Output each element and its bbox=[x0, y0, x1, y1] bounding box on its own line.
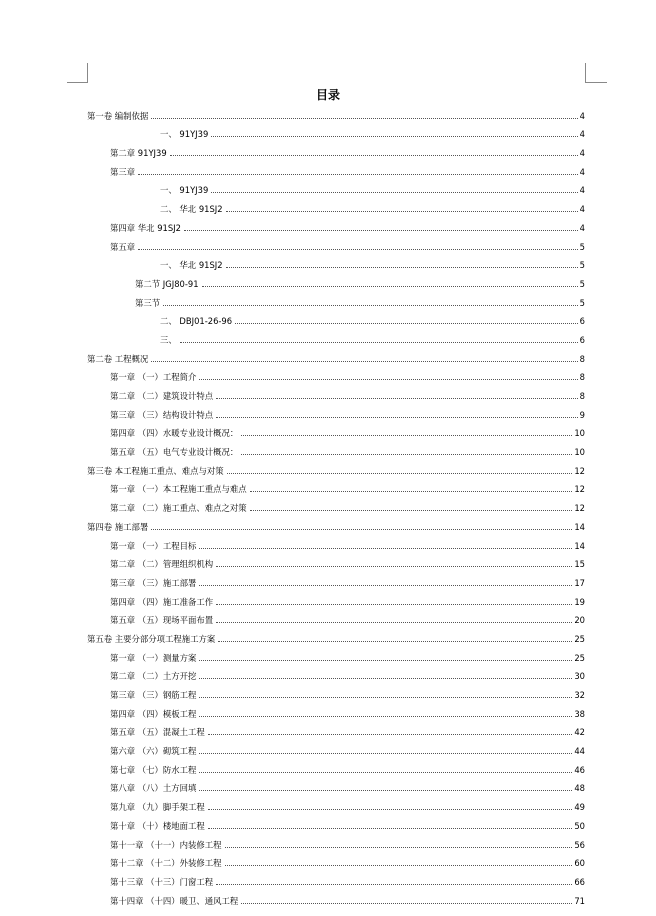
toc-entry-label: 第一章 （一）本工程施工重点与难点 bbox=[110, 484, 247, 495]
toc-entry-label: 第三卷 本工程施工重点、难点与对策 bbox=[87, 465, 224, 476]
dot-leader bbox=[241, 435, 572, 436]
toc-entry-label: 第十一章 （十一）内装修工程 bbox=[110, 839, 222, 850]
toc-entry-page-number: 17 bbox=[574, 577, 585, 588]
toc-entry-page-number: 10 bbox=[574, 447, 585, 458]
toc-entry[interactable] bbox=[0, 607, 585, 626]
dot-leader bbox=[208, 734, 573, 735]
toc-entry[interactable] bbox=[0, 158, 585, 177]
dot-leader bbox=[216, 566, 572, 567]
toc-entry-label: 一、 91YJ39 bbox=[160, 185, 209, 196]
toc-entry-label: 第五章 （五）现场平面布置 bbox=[110, 615, 214, 626]
toc-entry-page-number: 20 bbox=[574, 615, 585, 626]
dot-leader bbox=[250, 510, 573, 511]
toc-entry-label: 第三章 （三）施工部署 bbox=[110, 577, 197, 588]
toc-entry-page-number: 19 bbox=[574, 596, 585, 607]
dot-leader bbox=[199, 716, 572, 717]
toc-entry-page-number: 56 bbox=[574, 839, 585, 850]
dot-leader bbox=[199, 660, 572, 661]
toc-entry[interactable] bbox=[0, 476, 585, 495]
toc-entry-page-number: 9 bbox=[579, 409, 585, 420]
toc-entry-page-number: 5 bbox=[579, 278, 585, 289]
toc-entry-label: 第一章 （一）工程目标 bbox=[110, 540, 197, 551]
toc-entry-page-number: 42 bbox=[574, 727, 585, 738]
toc-entry-label: 第二章 （二）土方开挖 bbox=[110, 671, 197, 682]
toc-entry[interactable] bbox=[0, 812, 585, 831]
dot-leader bbox=[211, 136, 577, 137]
toc-entry[interactable] bbox=[0, 420, 585, 439]
toc-entry-page-number: 14 bbox=[574, 540, 585, 551]
toc-entry-label: 第三章 （三）钢筋工程 bbox=[110, 690, 197, 700]
toc-entry-page-number: 38 bbox=[574, 708, 585, 719]
toc-entry-page-number: 4 bbox=[579, 129, 585, 140]
toc-entry-label: 第五章 bbox=[110, 241, 136, 252]
toc-entry[interactable] bbox=[0, 195, 585, 214]
toc-entry-page-number: 8 bbox=[579, 372, 585, 383]
toc-entry[interactable] bbox=[0, 102, 585, 121]
toc-entry-page-number: 12 bbox=[574, 484, 585, 495]
toc-entry[interactable] bbox=[0, 793, 585, 812]
dot-leader bbox=[216, 398, 577, 399]
toc-entry-label: 第六章 （六）砌筑工程 bbox=[110, 746, 197, 757]
dot-leader bbox=[138, 249, 578, 250]
toc-entry-label: 第三章 bbox=[110, 166, 136, 177]
toc-entry-page-number: 25 bbox=[574, 652, 585, 663]
toc-entry[interactable] bbox=[0, 513, 585, 532]
toc-entry[interactable] bbox=[0, 588, 585, 607]
toc-entry-label: 第二章 （二）施工重点、难点之对策 bbox=[110, 503, 247, 514]
toc-entry-page-number: 4 bbox=[579, 185, 585, 196]
toc-entry-label: 第五章 （五）电气专业设计概况： bbox=[110, 447, 239, 458]
dot-leader bbox=[208, 828, 573, 829]
toc-entry[interactable] bbox=[0, 289, 585, 308]
toc-entry-label: 第四卷 施工部署 bbox=[87, 521, 149, 532]
dot-leader bbox=[216, 884, 572, 885]
toc-entry-page-number: 5 bbox=[579, 260, 585, 271]
dot-leader bbox=[199, 379, 577, 380]
toc-entry[interactable] bbox=[0, 663, 585, 682]
dot-leader bbox=[211, 192, 577, 193]
crop-mark-top-left bbox=[67, 82, 88, 83]
toc-entry[interactable] bbox=[0, 382, 585, 401]
toc-entry-page-number: 6 bbox=[579, 316, 585, 327]
toc-entry[interactable] bbox=[0, 345, 585, 364]
toc-entry-page-number: 44 bbox=[574, 746, 585, 757]
toc-entry[interactable] bbox=[0, 868, 585, 887]
dot-leader bbox=[199, 548, 572, 549]
crop-mark-top-right bbox=[585, 82, 607, 83]
dot-leader bbox=[250, 491, 573, 492]
dot-leader bbox=[151, 529, 572, 530]
toc-entry-label: 第四章 （四）水暖专业设计概况： bbox=[110, 428, 239, 439]
toc-entry-page-number: 66 bbox=[574, 876, 585, 887]
toc-entry-label: 一、 华北 91SJ2 bbox=[160, 260, 223, 271]
toc-entry[interactable] bbox=[0, 308, 585, 327]
toc-entry-page-number: 4 bbox=[579, 166, 585, 177]
dot-leader bbox=[208, 809, 573, 810]
toc-entry[interactable] bbox=[0, 532, 585, 551]
toc-entry-label: 第四章 （四）模板工程 bbox=[110, 708, 197, 719]
toc-entry-page-number: 15 bbox=[574, 559, 585, 570]
toc-entry-page-number: 25 bbox=[574, 633, 585, 644]
dot-leader bbox=[216, 622, 572, 623]
dot-leader bbox=[170, 155, 578, 156]
dot-leader bbox=[225, 847, 573, 848]
dot-leader bbox=[199, 790, 572, 791]
dot-leader bbox=[216, 604, 572, 605]
toc-entry-label: 第二章 （二）建筑设计特点 bbox=[110, 391, 214, 401]
toc-entry-label: 第十章 （十）楼地面工程 bbox=[110, 820, 205, 831]
toc-entry-label: 第八章 （八）土方回填 bbox=[110, 783, 197, 794]
toc-entry[interactable] bbox=[0, 438, 585, 457]
toc-entry-label: 第二卷 工程概况 bbox=[87, 353, 149, 364]
toc-entry-page-number: 5 bbox=[579, 297, 585, 308]
toc-entry[interactable] bbox=[0, 551, 585, 570]
dot-leader bbox=[216, 417, 577, 418]
toc-entry[interactable] bbox=[0, 121, 585, 140]
dot-leader bbox=[227, 473, 573, 474]
toc-entry[interactable] bbox=[0, 681, 585, 700]
toc-entry-label: 一、 91YJ39 bbox=[160, 129, 209, 140]
toc-entry[interactable] bbox=[0, 401, 585, 420]
toc-entry[interactable] bbox=[0, 756, 585, 775]
toc-entry-label: 第三节 bbox=[135, 297, 161, 308]
toc-entry[interactable] bbox=[0, 214, 585, 233]
crop-mark-top-right bbox=[585, 63, 586, 83]
dot-leader bbox=[199, 697, 572, 698]
toc-entry-label: 三、 bbox=[160, 334, 177, 345]
toc-entry[interactable] bbox=[0, 719, 585, 738]
toc-entry[interactable] bbox=[0, 700, 585, 719]
dot-leader bbox=[163, 305, 578, 306]
dot-leader bbox=[199, 678, 572, 679]
dot-leader bbox=[235, 323, 578, 324]
toc-entry-page-number: 5 bbox=[579, 241, 585, 252]
toc-entry-label: 第二节 JGJ80-91 bbox=[135, 278, 199, 289]
toc-entry-page-number: 8 bbox=[579, 353, 585, 364]
toc-entry[interactable] bbox=[0, 270, 585, 289]
toc-entry[interactable] bbox=[0, 569, 585, 588]
toc-entry-label: 第一卷 编制依据 bbox=[87, 110, 149, 121]
dot-leader bbox=[241, 903, 572, 904]
toc-entry-label: 第四章 华北 91SJ2 bbox=[110, 222, 181, 233]
toc-entry-label: 二、 华北 91SJ2 bbox=[160, 204, 223, 215]
toc-entry-label: 第四章 （四）施工准备工作 bbox=[110, 596, 214, 607]
dot-leader bbox=[184, 230, 578, 231]
toc-entry-label: 第三章 （三）结构设计特点 bbox=[110, 409, 214, 420]
toc-entry[interactable] bbox=[0, 177, 585, 196]
toc-entry-page-number: 4 bbox=[579, 204, 585, 215]
toc-entry-page-number: 4 bbox=[579, 148, 585, 159]
toc-entry-page-number: 12 bbox=[574, 503, 585, 514]
toc-entry[interactable] bbox=[0, 494, 585, 513]
toc-entry-page-number: 8 bbox=[579, 391, 585, 401]
toc-entry-label: 第十二章 （十二）外装修工程 bbox=[110, 858, 222, 869]
toc-entry-page-number: 50 bbox=[574, 820, 585, 831]
toc-entry-page-number: 30 bbox=[574, 671, 585, 682]
toc-entry-label: 第十三章 （十三）门窗工程 bbox=[110, 876, 214, 887]
dot-leader bbox=[226, 267, 578, 268]
toc-entry[interactable] bbox=[0, 850, 585, 869]
toc-entry-page-number: 4 bbox=[579, 110, 585, 121]
toc-entry-label: 第五卷 主要分部分项工程施工方案 bbox=[87, 633, 216, 644]
toc-entry-page-number: 48 bbox=[574, 783, 585, 794]
toc-entry-page-number: 60 bbox=[574, 858, 585, 869]
toc-entry-page-number: 10 bbox=[574, 428, 585, 439]
toc-entry[interactable] bbox=[0, 364, 585, 383]
toc-entry-label: 第二章 （二）管理组织机构 bbox=[110, 559, 214, 570]
toc-entry-label: 第九章 （九）脚手架工程 bbox=[110, 802, 205, 813]
dot-leader bbox=[202, 286, 578, 287]
toc-entry-page-number: 49 bbox=[574, 802, 585, 813]
dot-leader bbox=[225, 865, 573, 866]
toc-entry[interactable] bbox=[0, 644, 585, 663]
toc-entry-label: 第一章 （一）测量方案 bbox=[110, 652, 197, 663]
toc-entry[interactable] bbox=[0, 775, 585, 794]
dot-leader bbox=[151, 118, 577, 119]
toc-entry[interactable] bbox=[0, 139, 585, 158]
toc-entry-page-number: 12 bbox=[574, 465, 585, 476]
toc-entry[interactable] bbox=[0, 457, 585, 476]
toc-entry-page-number: 71 bbox=[574, 895, 585, 906]
dot-leader bbox=[199, 772, 572, 773]
toc-entry-label: 第五章 （五）混凝土工程 bbox=[110, 727, 205, 738]
toc-entry[interactable] bbox=[0, 326, 585, 345]
toc-entry[interactable] bbox=[0, 887, 585, 906]
toc-entry[interactable] bbox=[0, 625, 585, 644]
page-title: 目录 bbox=[315, 88, 340, 102]
toc-entry-label: 第二章 91YJ39 bbox=[110, 148, 167, 159]
dot-leader bbox=[226, 211, 578, 212]
toc-entry[interactable] bbox=[0, 252, 585, 271]
toc-entry-label: 第十四章 （十四）暖卫、通风工程 bbox=[110, 895, 239, 906]
dot-leader bbox=[218, 641, 572, 642]
toc-entry-page-number: 46 bbox=[574, 764, 585, 775]
dot-leader bbox=[199, 753, 572, 754]
dot-leader bbox=[199, 585, 572, 586]
dot-leader bbox=[151, 361, 577, 362]
dot-leader bbox=[138, 174, 578, 175]
toc-entry-label: 二、 DBJ01-26-96 bbox=[160, 316, 233, 327]
toc-entry-label: 第七章 （七）防水工程 bbox=[110, 764, 197, 775]
toc-entry-page-number: 4 bbox=[579, 222, 585, 233]
toc-entry-label: 第一章 （一）工程简介 bbox=[110, 372, 197, 383]
toc-entry-page-number: 32 bbox=[574, 690, 585, 700]
toc-entry[interactable] bbox=[0, 737, 585, 756]
table-of-contents bbox=[0, 102, 656, 906]
toc-entry-page-number: 6 bbox=[579, 334, 585, 345]
toc-entry[interactable] bbox=[0, 233, 585, 252]
crop-mark-top-left bbox=[87, 63, 88, 83]
toc-entry-page-number: 14 bbox=[574, 521, 585, 532]
dot-leader bbox=[241, 454, 572, 455]
dot-leader bbox=[180, 342, 578, 343]
toc-entry[interactable] bbox=[0, 831, 585, 850]
